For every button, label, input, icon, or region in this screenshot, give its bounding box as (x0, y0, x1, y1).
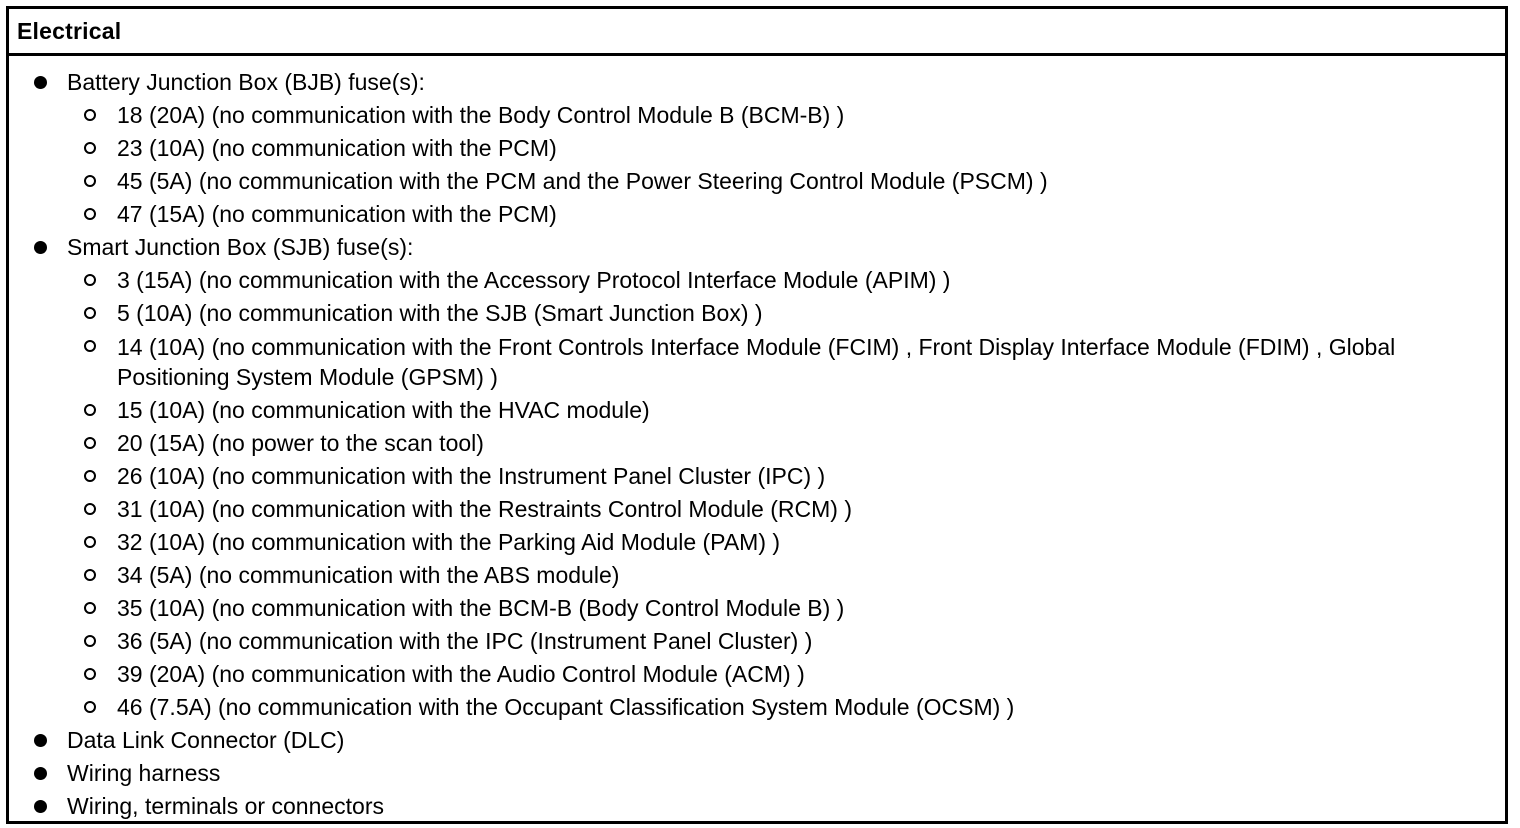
circle-bullet-icon (84, 340, 96, 352)
circle-bullet-icon (84, 274, 96, 286)
bullet-icon (34, 76, 47, 89)
sub-list-item (9, 493, 1505, 526)
circle-bullet-icon (84, 437, 96, 449)
sub-list-item-text: 26 (10A) (no communication with the Instrument Panel Cluster (IPC) ) (117, 463, 826, 489)
bullet-icon (34, 241, 47, 254)
circle-bullet-icon (84, 109, 96, 121)
sub-list-item-text: 14 (10A) (no communication with the Front Controls Interface Module (FCIM) , Front Display Interface Module (FDIM) , Global Positioning System Module (GPSM) ) (117, 334, 1396, 390)
sub-list-item (9, 691, 1505, 724)
sub-list (9, 264, 1505, 724)
list-item-dlc (9, 724, 1505, 757)
circle-bullet-icon (84, 503, 96, 515)
sub-list-item (9, 625, 1505, 658)
circle-bullet-icon (84, 668, 96, 680)
sub-list-item-text: 18 (20A) (no communication with the Body Control Module B (BCM-B) ) (117, 102, 845, 128)
sub-list-item (9, 658, 1505, 691)
list-item-wiring-harness (9, 757, 1505, 790)
table-header (9, 9, 1505, 56)
list-item-wiring-terminals (9, 790, 1505, 823)
circle-bullet-icon (84, 701, 96, 713)
sub-list-item (9, 460, 1505, 493)
list-item-row (9, 757, 1505, 790)
sub-list-item-text: 46 (7.5A) (no communication with the Occupant Classification System Module (OCSM) ) (117, 694, 1015, 720)
sub-list-item (9, 330, 1505, 394)
circle-bullet-icon (84, 404, 96, 416)
circle-bullet-icon (84, 536, 96, 548)
sub-list-item-text: 45 (5A) (no communication with the PCM and the Power Steering Control Module (PSCM) ) (117, 168, 1048, 194)
circle-bullet-icon (84, 307, 96, 319)
list-item-label: Data Link Connector (DLC) (67, 727, 345, 753)
circle-bullet-icon (84, 569, 96, 581)
list-item-row (9, 724, 1505, 757)
sub-list-item-text: 3 (15A) (no communication with the Accessory Protocol Interface Module (APIM) ) (117, 267, 951, 293)
sub-list-item (9, 427, 1505, 460)
bullet-icon (34, 767, 47, 780)
sub-list-item-text: 39 (20A) (no communication with the Audio Control Module (ACM) ) (117, 661, 805, 687)
list-item-row (9, 231, 1505, 264)
table-title: Electrical (17, 17, 122, 44)
sub-list-item-text: 20 (15A) (no power to the scan tool) (117, 430, 484, 456)
sub-list-item-text: 35 (10A) (no communication with the BCM-B (Body Control Module B) ) (117, 595, 845, 621)
circle-bullet-icon (84, 470, 96, 482)
sub-list-item (9, 198, 1505, 231)
sub-list-item (9, 559, 1505, 592)
table-body (9, 56, 1505, 823)
list-item-label: Smart Junction Box (SJB) fuse(s): (67, 234, 414, 260)
bullet-list (9, 66, 1505, 823)
sub-list-item-text: 47 (15A) (no communication with the PCM) (117, 201, 557, 227)
sub-list-item (9, 297, 1505, 330)
circle-bullet-icon (84, 175, 96, 187)
sub-list-item-text: 34 (5A) (no communication with the ABS module) (117, 562, 620, 588)
circle-bullet-icon (84, 602, 96, 614)
circle-bullet-icon (84, 208, 96, 220)
sub-list-item-text: 36 (5A) (no communication with the IPC (Instrument Panel Cluster) ) (117, 628, 813, 654)
electrical-table (6, 6, 1508, 824)
sub-list-item (9, 526, 1505, 559)
sub-list-item (9, 132, 1505, 165)
sub-list-item (9, 99, 1505, 132)
list-item-label: Wiring, terminals or connectors (67, 793, 384, 819)
sub-list-item (9, 394, 1505, 427)
list-item-row (9, 66, 1505, 99)
sub-list-item (9, 264, 1505, 297)
sub-list-item-text: 23 (10A) (no communication with the PCM) (117, 135, 557, 161)
bullet-icon (34, 734, 47, 747)
list-item-sjb (9, 231, 1505, 724)
list-item-label: Battery Junction Box (BJB) fuse(s): (67, 69, 425, 95)
list-item-row (9, 790, 1505, 823)
sub-list-item (9, 165, 1505, 198)
sub-list-item-text: 15 (10A) (no communication with the HVAC module) (117, 397, 650, 423)
bullet-icon (34, 800, 47, 813)
list-item-bjb (9, 66, 1505, 231)
list-item-label: Wiring harness (67, 760, 221, 786)
sub-list-item-text: 31 (10A) (no communication with the Restraints Control Module (RCM) ) (117, 496, 852, 522)
sub-list-item (9, 592, 1505, 625)
circle-bullet-icon (84, 142, 96, 154)
sub-list (9, 99, 1505, 231)
sub-list-item-text: 32 (10A) (no communication with the Parking Aid Module (PAM) ) (117, 529, 781, 555)
sub-list-item-text: 5 (10A) (no communication with the SJB (Smart Junction Box) ) (117, 300, 763, 326)
circle-bullet-icon (84, 635, 96, 647)
